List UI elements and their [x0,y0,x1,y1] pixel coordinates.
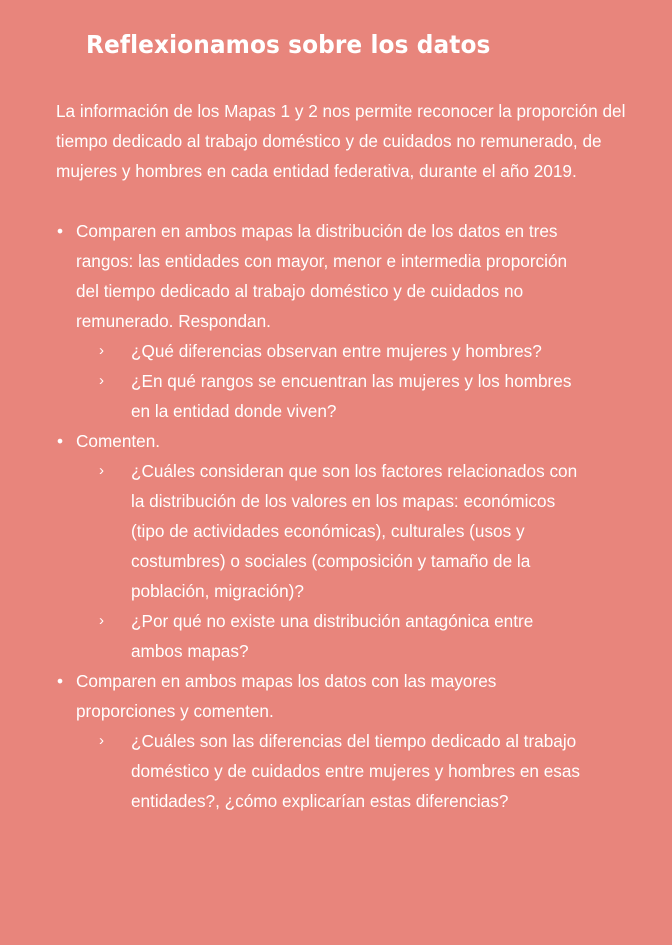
chevron-right-icon: › [99,372,104,389]
sub-list-item [76,456,656,606]
bullet-dot-icon: • [57,671,64,691]
chevron-right-icon: › [99,732,104,749]
list-item-text: Comenten. [76,431,161,451]
list-item [56,216,656,426]
sub-question-list [76,336,656,426]
sub-question-list [76,456,656,666]
sub-list-item-text: ¿En qué rangos se encuentran las mujeres y los hombres en la entidad donde viven? [131,371,572,421]
sub-list-item-text: ¿Por qué no existe una distribución antagónica entre ambos mapas? [131,611,534,661]
sub-list-item-text: ¿Cuáles son las diferencias del tiempo dedicado al trabajo doméstico y de cuidados entre mujeres y hombres en esas entidades?, ¿cómo explicarían estas diferencias? [131,731,581,811]
chevron-right-icon: › [99,612,104,629]
chevron-right-icon: › [99,462,104,479]
sub-list-item [76,336,656,366]
sub-list-item [76,726,656,816]
sub-list-item-text: ¿Cuáles consideran que son los factores relacionados con la distribución de los valores en los mapas: económicos (tipo de actividades económicas), culturales (usos y costumbres) o sociales (composición y tamaño de la población, migración)? [131,461,578,601]
list-item [56,666,656,816]
bullet-dot-icon: • [57,431,64,451]
list-item [56,426,656,666]
sub-list-item [76,366,656,426]
list-item-text: Comparen en ambos mapas la distribución de los datos en tres rangos: las entidades con mayor, menor e intermedia proporción del tiempo dedicado al trabajo doméstico y de cuidados no remunerado. Respondan. [76,221,568,331]
list-item-text: Comparen en ambos mapas los datos con las mayores proporciones y comenten. [76,671,497,721]
chevron-right-icon: › [99,342,104,359]
sub-question-list [76,726,656,816]
intro-paragraph: La información de los Mapas 1 y 2 nos permite reconocer la proporción del tiempo dedicado al trabajo doméstico y de cuidados no remunerado, de mujeres y hombres en cada entidad federativa, durante el año 2019. [56,101,626,181]
bullet-dot-icon: • [57,221,64,241]
page-title: Reflexionamos sobre los datos [86,30,491,59]
question-list [56,216,656,816]
sub-list-item-text: ¿Qué diferencias observan entre mujeres y hombres? [131,341,542,361]
sub-list-item [76,606,656,666]
content-body [56,96,656,816]
